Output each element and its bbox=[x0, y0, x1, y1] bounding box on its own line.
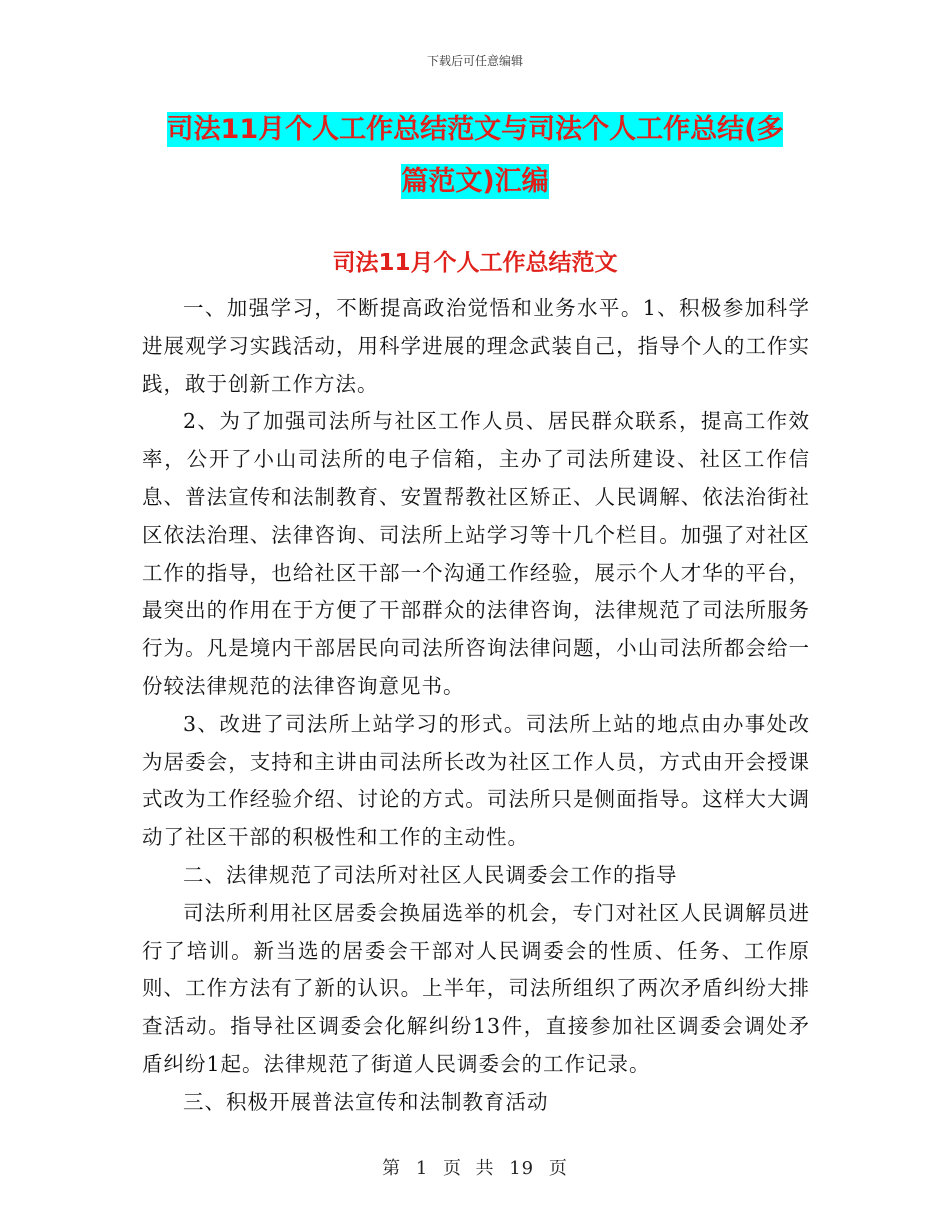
document-body bbox=[142, 290, 810, 1122]
paragraph: 司法所利用社区居委会换届选举的机会，专门对社区人民调解员进行了培训。新当选的居委会干部对人民调委会的性质、任务、工作原则、工作方法有了新的认识。上半年，司法所组织了两次矛盾纠纷大排查活动。指导社区调委会化解纠纷13件，直接参加社区调委会调处矛盾纠纷1起。法律规范了街道人民调委会的工作记录。 bbox=[142, 900, 810, 1076]
total-page-count: 19 bbox=[509, 1158, 535, 1179]
document-title bbox=[130, 104, 820, 208]
current-page-number: 1 bbox=[415, 1158, 429, 1179]
footer-middle: 页 共 bbox=[443, 1158, 495, 1179]
footer-prefix: 第 bbox=[382, 1158, 402, 1179]
section-title: 司法11月个人工作总结范文 bbox=[332, 250, 618, 276]
paragraph: 3、改进了司法所上站学习的形式。司法所上站的地点由办事处改为居委会，支持和主讲由司法所长改为社区工作人员，方式由开会授课式改为工作经验介绍、讨论的方式。司法所只是侧面指导。这样大大调动了社区干部的积极性和工作的主动性。 bbox=[142, 711, 810, 850]
page-header-note: 下载后可任意编辑 bbox=[426, 54, 523, 68]
paragraph: 一、加强学习，不断提高政治觉悟和业务水平。1、积极参加科学进展观学习实践活动，用科学进展的理念武装自己，指导个人的工作实践，敢于创新工作方法。 bbox=[142, 296, 810, 396]
document-title-line-1: 司法11月个人工作总结范文与司法个人工作总结(多 bbox=[166, 114, 784, 145]
document-title-line-2: 篇范文)汇编 bbox=[401, 166, 549, 197]
paragraph: 2、为了加强司法所与社区工作人员、居民群众联系，提高工作效率，公开了小山司法所的电子信箱，主办了司法所建设、社区工作信息、普法宣传和法制教育、安置帮教社区矫正、人民调解、依法治街社区依法治理、法律咨询、司法所上站学习等十几个栏目。加强了对社区工作的指导，也给社区干部一个沟通工作经验，展示个人才华的平台，最突出的作用在于方便了干部群众的法律咨询，法律规范了司法所服务行为。凡是境内干部居民向司法所咨询法律问题，小山司法所都会给一份较法律规范的法律咨询意见书。 bbox=[142, 409, 810, 698]
page-number-footer bbox=[0, 1154, 950, 1180]
footer-suffix: 页 bbox=[548, 1158, 568, 1179]
paragraph: 三、积极开展普法宣传和法制教育活动 bbox=[183, 1089, 549, 1114]
paragraph: 二、法律规范了司法所对社区人民调委会工作的指导 bbox=[183, 862, 678, 887]
